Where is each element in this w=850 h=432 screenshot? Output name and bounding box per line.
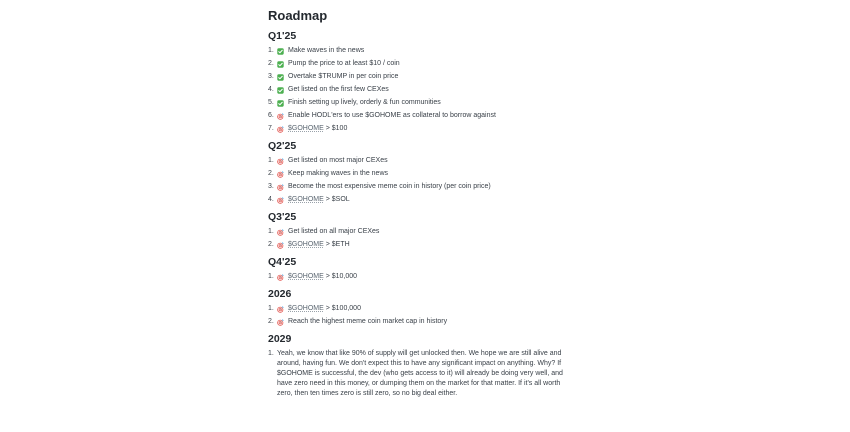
target-icon (277, 306, 284, 313)
item-number: 2. (268, 318, 274, 325)
item-number: 1. (268, 273, 274, 280)
target-icon (277, 229, 284, 236)
item-text: Keep making waves in the news (288, 170, 388, 177)
item-text: Finish setting up lively, orderly & fun communities (288, 99, 441, 106)
list-item (268, 85, 564, 95)
roadmap-document (268, 0, 564, 399)
target-icon (277, 113, 284, 120)
item-text: Reach the highest meme coin market cap in history (288, 318, 448, 325)
target-icon (277, 158, 284, 165)
roadmap-sections (268, 30, 564, 399)
item-number: 1. (268, 228, 274, 235)
item-text: Make waves in the news (288, 47, 365, 54)
list-item (268, 182, 564, 192)
item-number: 6. (268, 112, 274, 119)
roadmap-section (268, 211, 564, 250)
target-icon (277, 184, 284, 191)
item-text: Get listed on all major CEXes (288, 228, 380, 235)
gohome-token-link[interactable]: $GOHOME (288, 273, 324, 280)
section-heading: 2026 (268, 288, 292, 300)
list-item (268, 111, 564, 121)
list-item (268, 240, 564, 250)
item-number: 2. (268, 60, 274, 67)
roadmap-section (268, 288, 564, 327)
roadmap-section (268, 140, 564, 205)
section-list (268, 156, 564, 205)
gohome-token-link[interactable]: $GOHOME (288, 305, 324, 312)
item-number: 3. (268, 73, 274, 80)
item-number: 7. (268, 125, 274, 132)
item-number: 3. (268, 183, 274, 190)
section-heading: Q3'25 (268, 211, 297, 223)
list-item (268, 156, 564, 166)
item-text: $GOHOME > $100 (288, 125, 348, 132)
item-number: 4. (268, 196, 274, 203)
target-icon (277, 274, 284, 281)
list-item (268, 169, 564, 179)
gohome-token-link[interactable]: $GOHOME (288, 196, 324, 203)
item-text: Become the most expensive meme coin in history (per coin price) (288, 183, 491, 190)
item-number: 2. (268, 241, 274, 248)
item-text: $GOHOME > $10,000 (288, 273, 358, 280)
item-text: Overtake $TRUMP in per coin price (288, 73, 399, 80)
target-icon (277, 197, 284, 204)
gohome-token-link[interactable]: $GOHOME (288, 241, 324, 248)
roadmap-section (268, 256, 564, 282)
item-text: $GOHOME > $100,000 (288, 305, 361, 312)
section-list (268, 46, 564, 134)
section-heading: 2029 (268, 333, 292, 345)
item-number: 1. (268, 350, 274, 357)
item-number: 1. (268, 305, 274, 312)
list-item (268, 59, 564, 69)
roadmap-section (268, 333, 564, 399)
section-list (268, 304, 564, 327)
section-list (268, 349, 564, 399)
section-heading: Q1'25 (268, 30, 297, 42)
target-icon (277, 126, 284, 133)
item-text: Get listed on the first few CEXes (288, 86, 389, 93)
target-icon (277, 171, 284, 178)
list-item (268, 304, 564, 314)
item-text: Enable HODL'ers to use $GOHOME as collateral to borrow against (288, 112, 496, 119)
list-item (268, 98, 564, 108)
item-number: 4. (268, 86, 274, 93)
list-item (268, 317, 564, 327)
check-icon (277, 87, 284, 94)
roadmap-section (268, 30, 564, 134)
section-heading: Q2'25 (268, 140, 297, 152)
page-title: Roadmap (268, 8, 328, 23)
section-heading: Q4'25 (268, 256, 297, 268)
item-text: Yeah, we know that like 90% of supply will get unlocked then. We hope we are still alive and around, having fun. We don't expect this to have any significant impact on anything. Why? If $GOHOME is successful, the dev (who gets access to it) will already be doing very well, and have zero need in this money, or dumping them on the market for that matter. If it's all worth zero, then ten times zero is still zero, so no big deal either. (277, 350, 563, 397)
list-item (268, 195, 564, 205)
item-text: $GOHOME > $SOL (288, 196, 350, 203)
section-list (268, 227, 564, 250)
target-icon (277, 242, 284, 249)
item-number: 5. (268, 99, 274, 106)
list-item (268, 272, 564, 282)
item-number: 1. (268, 157, 274, 164)
list-item (268, 46, 564, 56)
check-icon (277, 100, 284, 107)
section-list (268, 272, 564, 282)
item-number: 1. (268, 47, 274, 54)
list-item (268, 124, 564, 134)
list-item (268, 227, 564, 237)
item-text: Get listed on most major CEXes (288, 157, 388, 164)
check-icon (277, 48, 284, 55)
list-item (268, 349, 564, 399)
check-icon (277, 74, 284, 81)
gohome-token-link[interactable]: $GOHOME (288, 125, 324, 132)
item-number: 2. (268, 170, 274, 177)
item-text: $GOHOME > $ETH (288, 241, 350, 248)
item-text: Pump the price to at least $10 / coin (288, 60, 400, 67)
list-item (268, 72, 564, 82)
target-icon (277, 319, 284, 326)
check-icon (277, 61, 284, 68)
